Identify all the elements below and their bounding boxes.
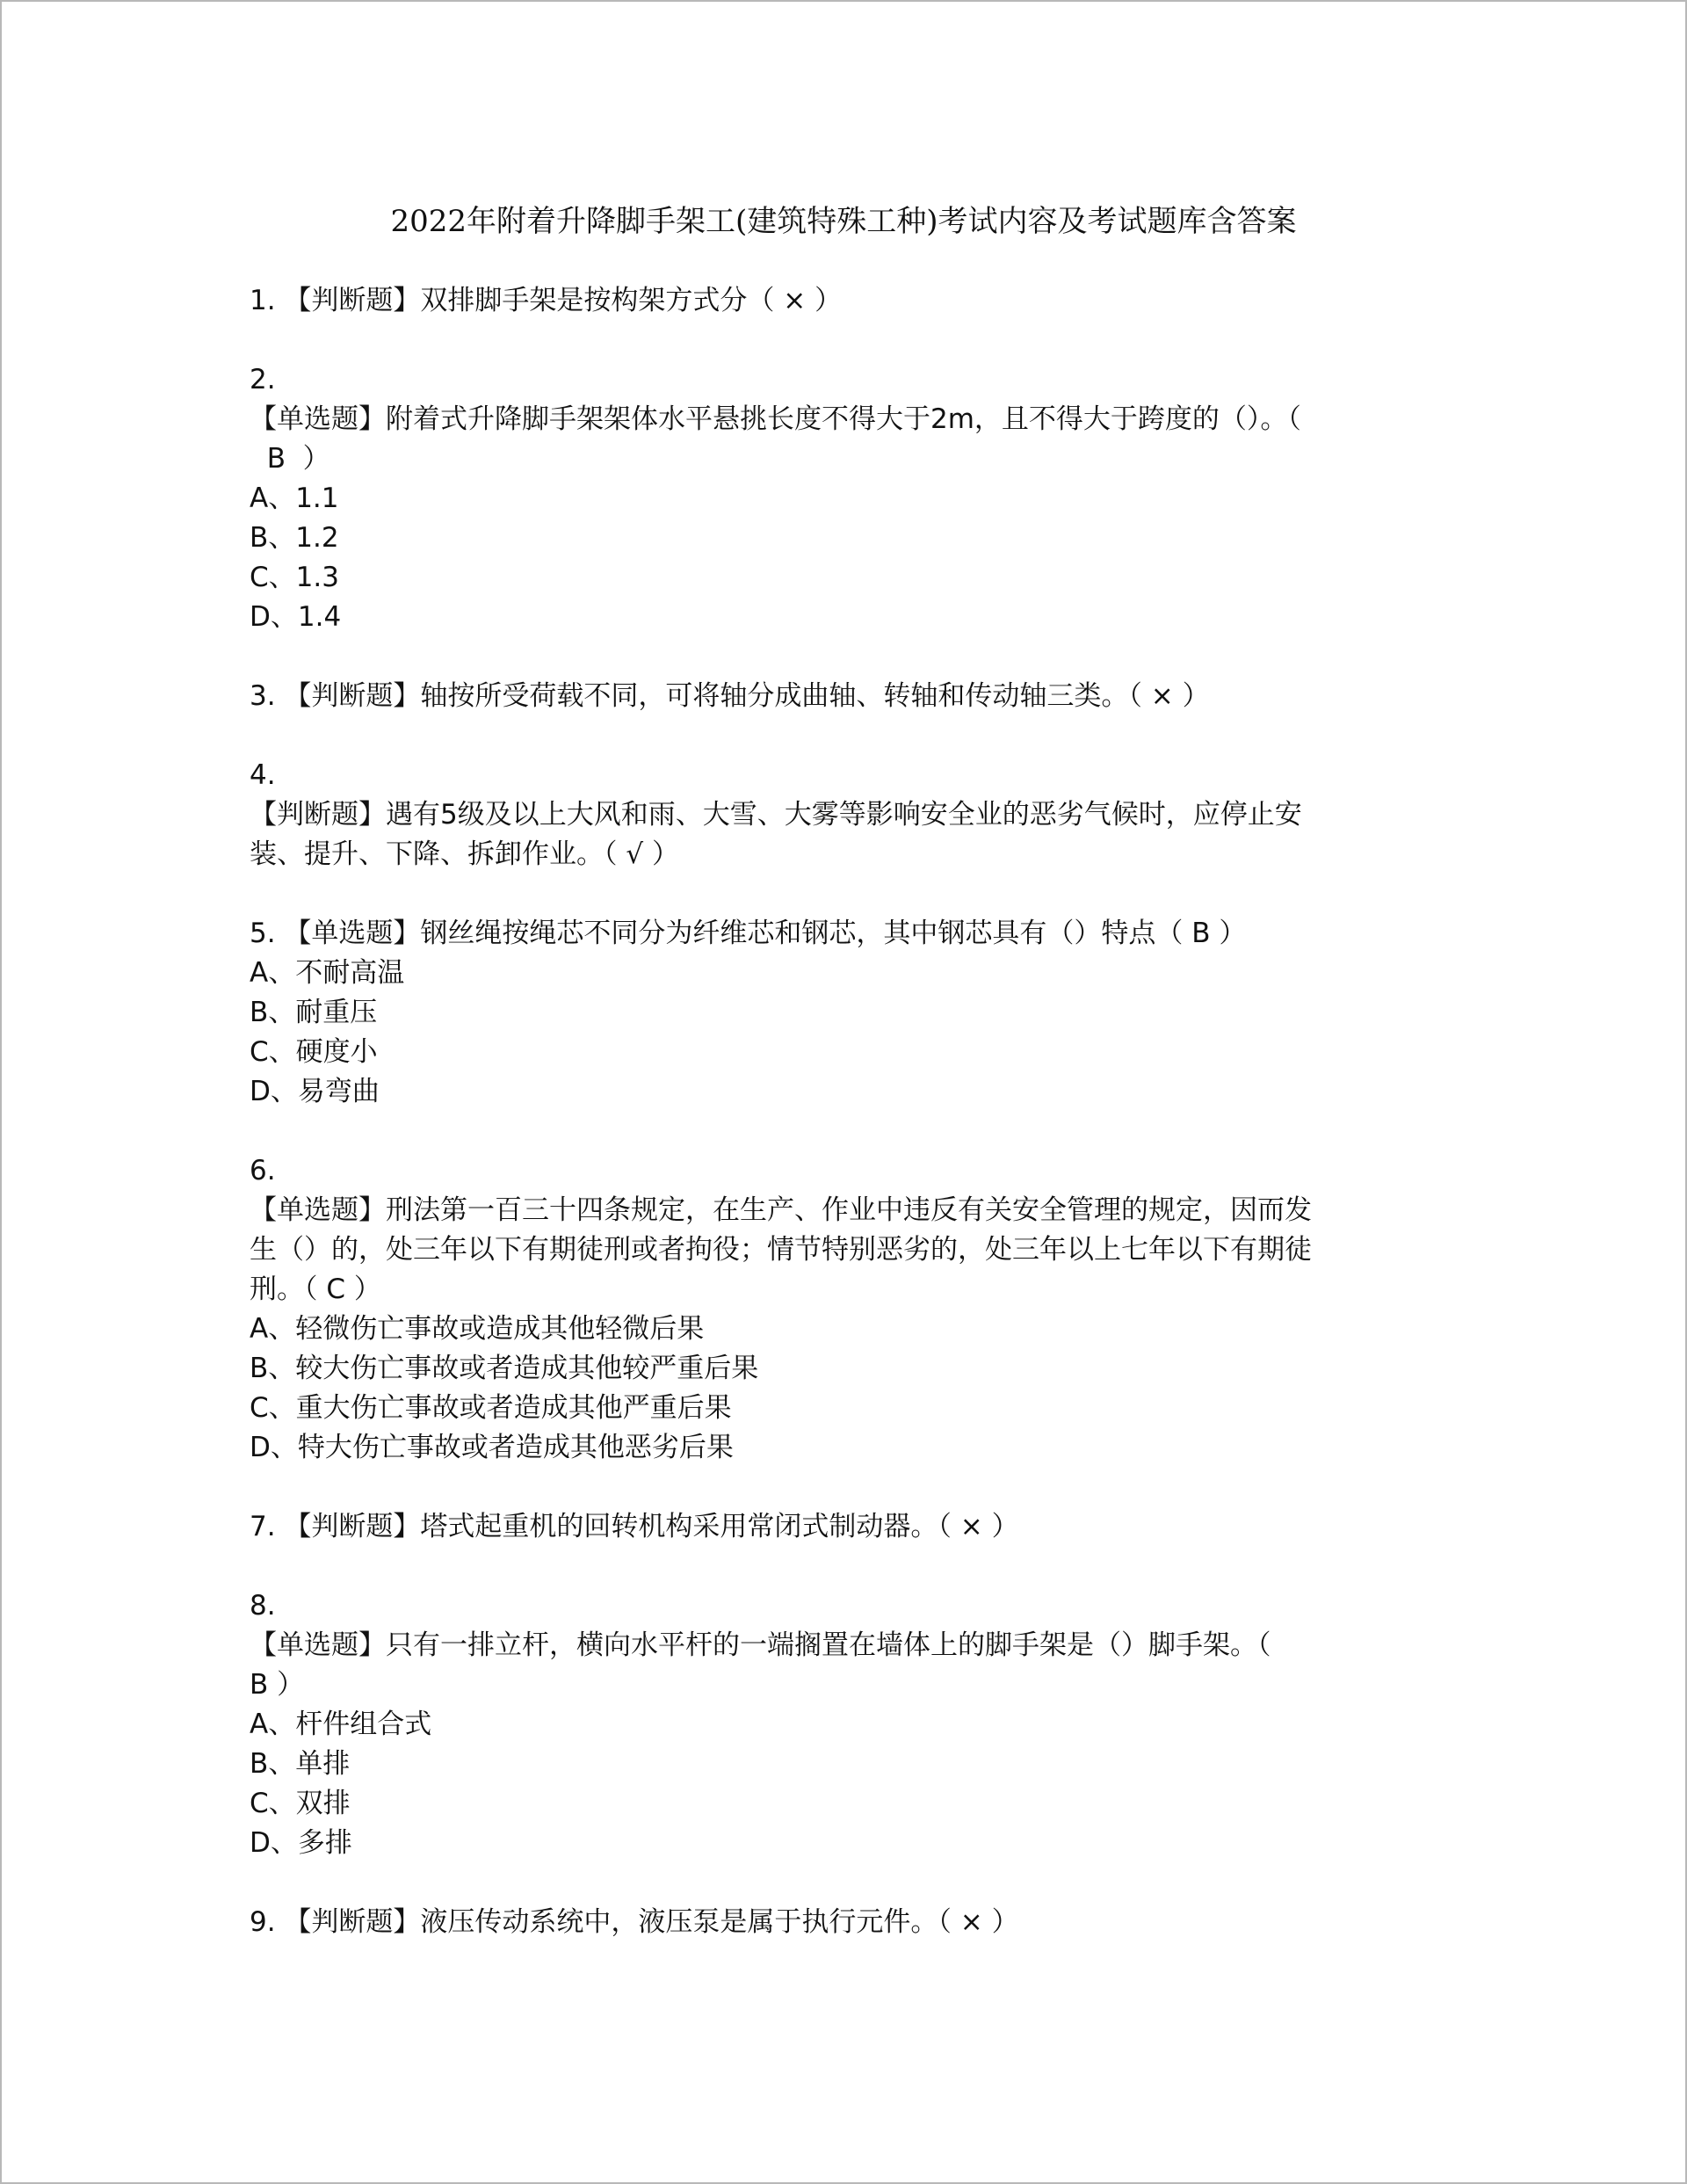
- option-b: B、耐重压: [250, 997, 378, 1028]
- question-3: [250, 677, 1436, 716]
- option-a: A、轻微伤亡事故或造成其他轻微后果: [250, 1313, 705, 1345]
- question-line: 【单选题】刑法第一百三十四条规定，在生产、作业中违反有关安全管理的规定，因而发: [250, 1194, 1312, 1226]
- question-5: [250, 914, 1436, 1112]
- question-line: 1. 【判断题】双排脚手架是按构架方式分（ × ）: [250, 285, 843, 316]
- option-c: C、重大伤亡事故或者造成其他严重后果: [250, 1392, 732, 1424]
- option-c: C、1.3: [250, 562, 339, 593]
- question-1: [250, 281, 1436, 321]
- option-d: D、1.4: [250, 601, 342, 633]
- question-line: 3. 【判断题】轴按所受荷载不同，可将轴分成曲轴、转轴和传动轴三类。（ × ）: [250, 680, 1210, 712]
- question-9: [250, 1903, 1436, 1942]
- question-line: 生（）的，处三年以下有期徒刑或者拘役；情节特别恶劣的，处三年以上七年以下有期徒: [250, 1234, 1312, 1266]
- option-d: D、特大伤亡事故或者造成其他恶劣后果: [250, 1432, 734, 1463]
- question-number: 4.: [250, 759, 276, 791]
- question-2: [250, 360, 1436, 637]
- option-c: C、双排: [250, 1788, 351, 1819]
- question-answer: B ）: [250, 443, 330, 475]
- option-b: B、单排: [250, 1748, 351, 1780]
- question-line: 9. 【判断题】液压传动系统中，液压泵是属于执行元件。（ × ）: [250, 1906, 1019, 1938]
- document-title: 2022年附着升降脚手架工(建筑特殊工种)考试内容及考试题库含答案: [390, 204, 1297, 239]
- option-a: A、杆件组合式: [250, 1709, 432, 1740]
- option-b: B、1.2: [250, 522, 339, 554]
- option-a: A、不耐高温: [250, 957, 405, 989]
- option-a: A、1.1: [250, 483, 339, 514]
- question-answer: B ）: [250, 1669, 305, 1701]
- question-line: 7. 【判断题】塔式起重机的回转机构采用常闭式制动器。（ × ）: [250, 1511, 1019, 1542]
- option-c: C、硬度小: [250, 1036, 378, 1068]
- option-b: B、较大伤亡事故或者造成其他较严重后果: [250, 1353, 759, 1384]
- option-d: D、易弯曲: [250, 1076, 380, 1107]
- question-number: 6.: [250, 1155, 276, 1186]
- question-number: 2.: [250, 364, 276, 395]
- question-6: [250, 1151, 1436, 1468]
- question-8: [250, 1586, 1436, 1863]
- question-line: 【判断题】遇有5级及以上大风和雨、大雪、大雾等影响安全业的恶劣气候时，应停止安: [250, 799, 1302, 831]
- question-line: 【单选题】只有一排立杆，横向水平杆的一端搁置在墙体上的脚手架是（）脚手架。（: [250, 1629, 1271, 1661]
- question-line: 5. 【单选题】钢丝绳按绳芯不同分为纤维芯和钢芯，其中钢芯具有（）特点（ B ）: [250, 918, 1247, 949]
- question-list: [250, 281, 1436, 1982]
- question-line: 刑。（ C ）: [250, 1273, 381, 1305]
- option-d: D、多排: [250, 1827, 352, 1859]
- question-line: 【单选题】附着式升降脚手架架体水平悬挑长度不得大于2m，且不得大于跨度的（）。（: [250, 403, 1301, 435]
- question-4: [250, 756, 1436, 874]
- question-line: 装、提升、下降、拆卸作业。（ √ ）: [250, 838, 679, 870]
- question-7: [250, 1507, 1436, 1547]
- question-number: 8.: [250, 1590, 276, 1622]
